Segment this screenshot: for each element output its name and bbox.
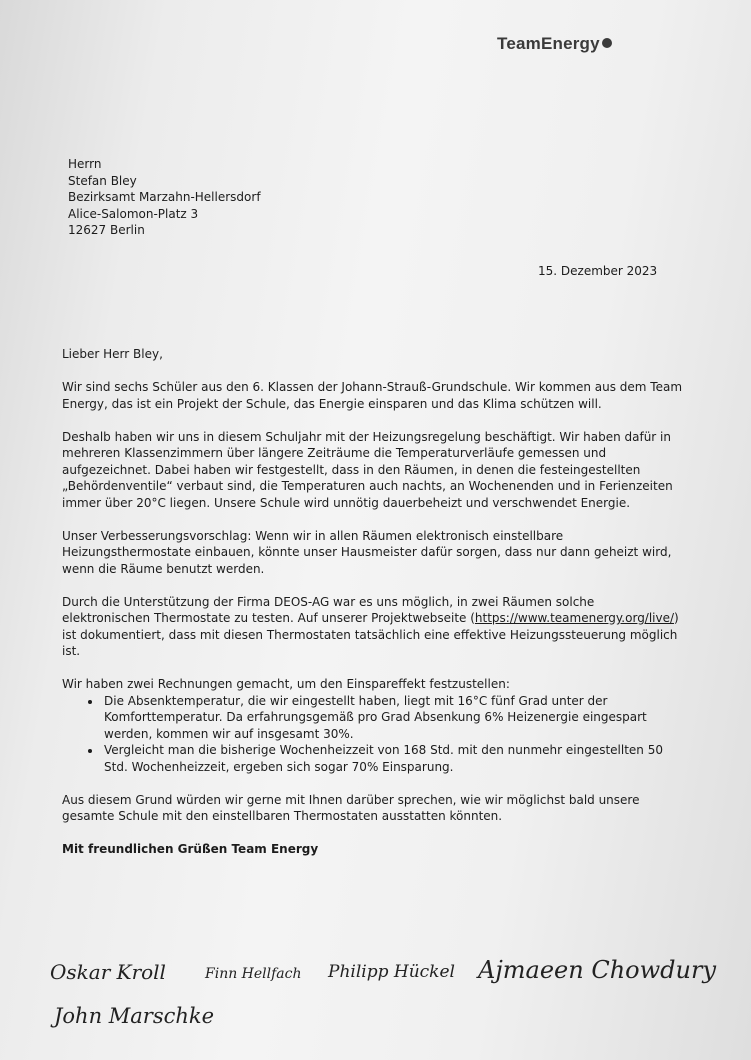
address-street: Alice-Salomon-Platz 3 bbox=[68, 206, 199, 221]
letter-greeting: Lieber Herr Bley, bbox=[62, 347, 163, 361]
letter-body bbox=[62, 346, 682, 874]
paragraph-intro: Wir sind sechs Schüler aus den 6. Klassen der Johann-Strauß-Grundschule. Wir kommen aus dem Team Energy, das ist ein Projekt der Schule, das Energie einsparen und das Klima schützen will. bbox=[62, 380, 683, 411]
paragraph-request: Aus diesem Grund würden wir gerne mit Ihnen darüber sprechen, wie wir möglichst bald unsere gesamte Schule mit den einstellbaren Thermostaten ausstatten könnten. bbox=[62, 792, 640, 823]
paragraph-test bbox=[62, 594, 682, 660]
paragraph-measurements: Deshalb haben wir uns in diesem Schuljahr mit der Heizungsregelung beschäftigt. Wir haben dafür in mehreren Klassenzimmern über längere Zeiträume die Temperaturverläufe gemessen und aufgezeichnet. Dabei haben wir festgestellt, dass in den Räumen, in denen die festeingestellten „Behördenventile“ verbaut sind, die Temperaturen auch nachts, an Wochenenden und in Ferienzeiten immer über 20°C liegen. Unsere Schule wird unnötig dauerbeheizt und verschwendet Energie. bbox=[62, 429, 673, 510]
signature-john: John Marschke bbox=[54, 1004, 215, 1028]
calculation-list bbox=[62, 693, 682, 776]
recipient-address bbox=[68, 156, 261, 239]
calculation-item-setback: • Die Absenktemperatur, die wir eingestellt haben, liegt mit 16°C fünf Grad unter der Komforttemperatur. Da erfahrungsgemäß pro Grad Absenkung 6% Heizenergie eingespart werden, kommen wir auf insgesamt 30%. bbox=[102, 693, 682, 743]
letter-date: 15. Dezember 2023 bbox=[538, 264, 658, 278]
address-city: 12627 Berlin bbox=[68, 223, 145, 237]
address-name: Stefan Bley bbox=[68, 173, 137, 188]
paragraph-test-end: ) ist dokumentiert, dass mit diesen Thermostaten tatsächlich eine effektive Heizungssteuerung möglich ist. bbox=[62, 611, 679, 658]
team-energy-logo bbox=[497, 34, 612, 54]
signature-philipp: Philipp Hückel bbox=[328, 962, 455, 982]
project-website-link[interactable]: https://www.teamenergy.org/live/ bbox=[474, 611, 675, 625]
letter-closing: Mit freundlichen Grüßen Team Energy bbox=[62, 842, 319, 856]
address-organization: Bezirksamt Marzahn-Hellersdorf bbox=[68, 190, 261, 204]
paragraph-test-start: Durch die Unterstützung der Firma DEOS-AG war es uns möglich, in zwei Räumen solche elektronischen Thermostate zu testen. Auf unserer Projektwebseite ( bbox=[62, 594, 595, 625]
signature-ajmaeen: Ajmaeen Chowdury bbox=[478, 956, 716, 984]
signatures bbox=[50, 952, 750, 1052]
logo-dot-icon bbox=[602, 38, 612, 48]
logo-text: TeamEnergy bbox=[497, 34, 600, 53]
paragraph-calculations-intro: Wir haben zwei Rechnungen gemacht, um den Einspareffekt festzustellen: bbox=[62, 677, 510, 691]
calculation-item-heating-time: • Vergleicht man die bisherige Wochenheizzeit von 168 Std. mit den nunmehr eingestellten 50 Std. Wochenheizzeit, ergeben sich sogar 70% Einsparung. bbox=[102, 742, 682, 775]
paragraph-proposal: Unser Verbesserungsvorschlag: Wenn wir in allen Räumen elektronisch einstellbare Heizungsthermostate einbauen, könnte unser Hausmeister dafür sorgen, dass nur dann geheizt wird, wenn die Räume benutzt werden. bbox=[62, 528, 672, 576]
address-salutation: Herrn bbox=[68, 157, 102, 171]
signature-oskar: Oskar Kroll bbox=[50, 960, 166, 984]
signature-finn: Finn Hellfach bbox=[205, 966, 302, 982]
